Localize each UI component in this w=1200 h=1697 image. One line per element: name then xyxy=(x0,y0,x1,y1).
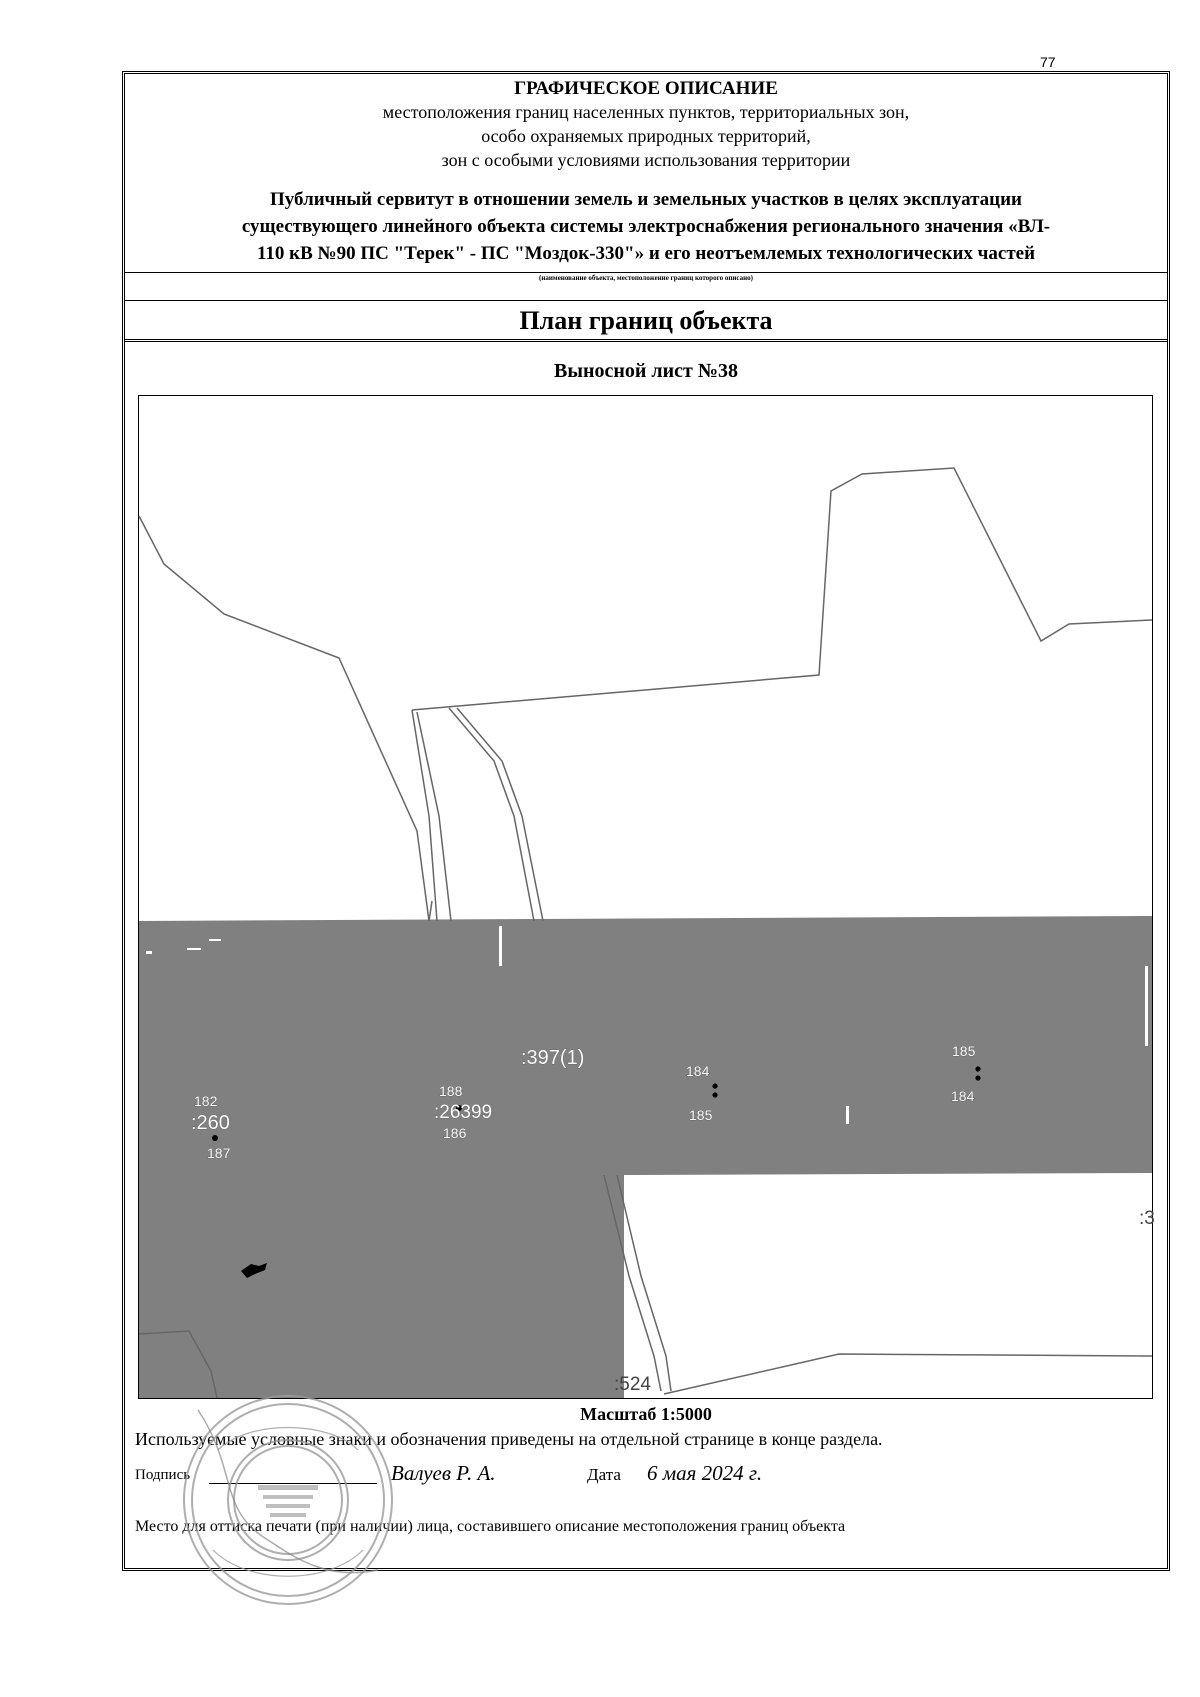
divider xyxy=(125,272,1167,273)
object-caption: (наименование объекта, местоположение границ которого описано) xyxy=(539,274,753,282)
label-parcel-524: :524 xyxy=(614,1374,651,1395)
point-187 xyxy=(212,1135,218,1141)
label-parcel-26399: :26399 xyxy=(434,1102,493,1123)
object-name-line-2: существующего линейного объекта системы электроснабжения регионального значения «ВЛ- xyxy=(241,216,1051,237)
point-185 xyxy=(712,1092,717,1097)
servitude-zone xyxy=(139,916,1152,1398)
label-point-187: 187 xyxy=(207,1145,231,1161)
plan-title: План границ объекта xyxy=(519,306,773,335)
signature-label: Подпись xyxy=(135,1467,191,1483)
label-point-184b: 184 xyxy=(951,1088,975,1104)
label-parcel-260: :260 xyxy=(191,1112,230,1134)
stamp-note: Место для оттиска печати (при наличии) лица, составившего описание местоположения границ объекта xyxy=(135,1518,846,1535)
label-edge: :3 xyxy=(1139,1208,1155,1229)
divider xyxy=(125,300,1167,301)
label-point-182: 182 xyxy=(194,1093,218,1109)
label-point-185b: 185 xyxy=(952,1043,976,1059)
boundary-map xyxy=(138,395,1153,1399)
label-point-185: 185 xyxy=(689,1107,713,1123)
signature-line xyxy=(209,1483,377,1484)
point-184a xyxy=(712,1083,717,1088)
document-frame xyxy=(122,71,1170,1571)
object-name-line-1: Публичный сервитут в отношении земель и земельных участков в целях эксплуатации xyxy=(270,189,1022,210)
signer-name: Валуев Р. А. xyxy=(391,1461,496,1485)
header-title: ГРАФИЧЕСКОЕ ОПИСАНИЕ xyxy=(514,78,778,99)
date-value: 6 мая 2024 г. xyxy=(647,1461,763,1485)
header-subtitle-3: зон с особыми условиями использования территории xyxy=(441,150,851,170)
label-point-186: 186 xyxy=(443,1125,467,1141)
map-canvas xyxy=(139,396,1155,1398)
map-scale: Масштаб 1:5000 xyxy=(580,1404,712,1424)
header xyxy=(125,74,1167,272)
sheet-title: Выносной лист №38 xyxy=(554,360,738,382)
legend-note: Используемые условные знаки и обозначения приведены на отдельной странице в конце раздела. xyxy=(135,1429,883,1449)
date-label: Дата xyxy=(587,1465,621,1484)
point-184b xyxy=(975,1075,980,1080)
label-parcel-397: :397(1) xyxy=(521,1047,585,1069)
header-subtitle-1: местоположения границ населенных пунктов, территориальных зон, xyxy=(382,102,910,122)
signature-row xyxy=(135,1461,1035,1487)
label-point-184a: 184 xyxy=(686,1063,710,1079)
object-name xyxy=(125,186,1167,267)
object-name-line-3: 110 кВ №90 ПС "Терек" - ПС "Моздок-330"» и его неотъемлемых технологических частей xyxy=(256,243,1036,264)
page-number: 77 xyxy=(1040,54,1056,70)
divider xyxy=(125,339,1167,342)
point-185b xyxy=(975,1066,980,1071)
header-subtitle-2: особо охраняемых природных территорий, xyxy=(481,126,811,146)
label-point-188: 188 xyxy=(439,1083,463,1099)
